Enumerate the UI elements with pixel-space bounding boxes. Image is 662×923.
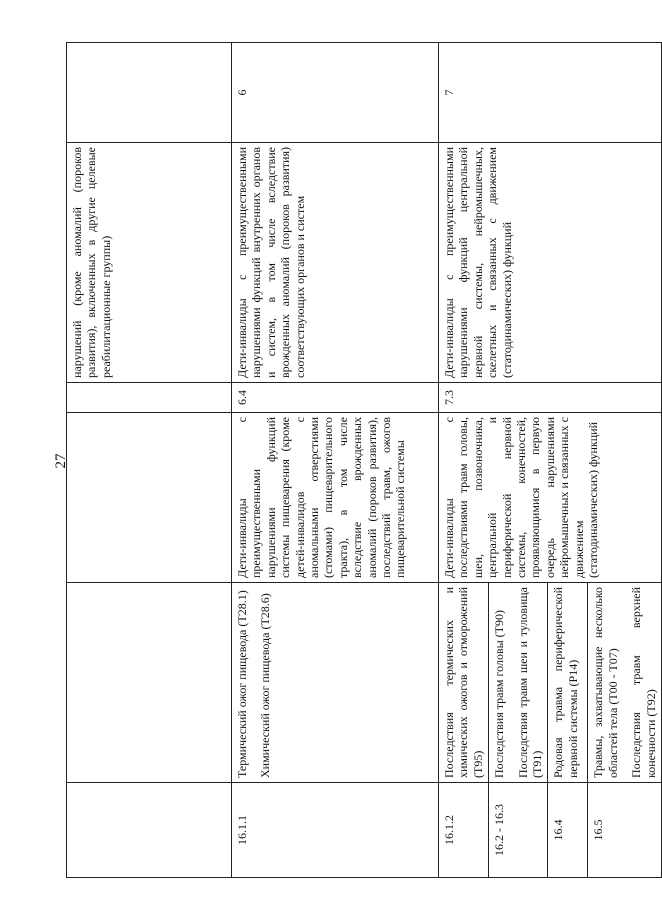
diagnosis-cell <box>439 583 489 783</box>
rehabilitation-table <box>66 42 662 878</box>
row-number: 16.1.2 <box>439 783 489 878</box>
diagnosis-cell <box>489 583 548 783</box>
row-number <box>67 783 232 878</box>
category-code <box>67 43 232 143</box>
diagnosis-item: Последствия термических и химических ожогов и отморожений (T95) <box>442 587 485 778</box>
description-cell <box>67 413 232 583</box>
diagnosis-cell <box>232 583 439 783</box>
table-row <box>232 43 439 878</box>
diagnosis-item: Родовая травма периферической нервной системы (P14) <box>551 587 580 778</box>
category-cell: нарушений (кроме аномалий (пороков развития), включенных в другие целевые реабилитационные группы) <box>67 143 232 383</box>
table-row <box>439 43 489 878</box>
category-code: 7 <box>439 43 662 143</box>
row-number: 16.5 <box>588 783 662 878</box>
category-cell: Дети-инвалиды с преимущественными нарушениями функций внутренних органов и систем, в том числе вследствие врожденных аномалий (пороков развития) соответствующих органов и систем <box>232 143 439 383</box>
category-cell: Дети-инвалиды с преимущественными нарушениями функций центральной нервной системы, нейромышечных, скелетных и связанных с движением (статодинамических) функций <box>439 143 662 383</box>
diagnosis-cell <box>588 583 662 783</box>
diagnosis-item: Химический ожог пищевода (T28.6) <box>258 593 273 778</box>
category-number: 7.3 <box>439 383 662 413</box>
row-number: 16.4 <box>548 783 588 878</box>
diagnosis-item: Последствия травм верхней конечности (T92) <box>629 587 658 778</box>
diagnosis-item: Последствия травм шеи и туловища (T91) <box>515 587 544 778</box>
table-row <box>67 43 232 878</box>
diagnosis-item: Травмы, захватывающие несколько областей тела (T00 - T07) <box>591 587 620 778</box>
diagnosis-cell <box>67 583 232 783</box>
row-number: 16.1.1 <box>232 783 439 878</box>
description-cell: Дети-инвалиды с преимущественными нарушениями функций системы пищеварения (кроме детей-инвалидов с аномальными отверстиями (стомами) пищеварительного тракта), в том числе вследствие врожденных аномалий (пороков развития), последствий травм, ожогов пищеварительной системы <box>232 413 439 583</box>
category-number <box>67 383 232 413</box>
diagnosis-cell <box>548 583 588 783</box>
description-cell: Дети-инвалиды с последствиями травм головы, шеи, позвоночника, центральной и периферической нервной системы, конечностей, проявляющимися в первую очередь нарушениями нейромышечных и связанных с движением (статодинамических) функций <box>439 413 662 583</box>
diagnosis-item: Последствия травм головы (T90) <box>492 609 507 778</box>
row-number: 16.2 - 16.3 <box>489 783 548 878</box>
category-code: 6 <box>232 43 439 143</box>
diagnosis-item: Термический ожог пищевода (T28.1) <box>235 590 249 778</box>
page-number: 27 <box>53 453 69 469</box>
category-number: 6.4 <box>232 383 439 413</box>
